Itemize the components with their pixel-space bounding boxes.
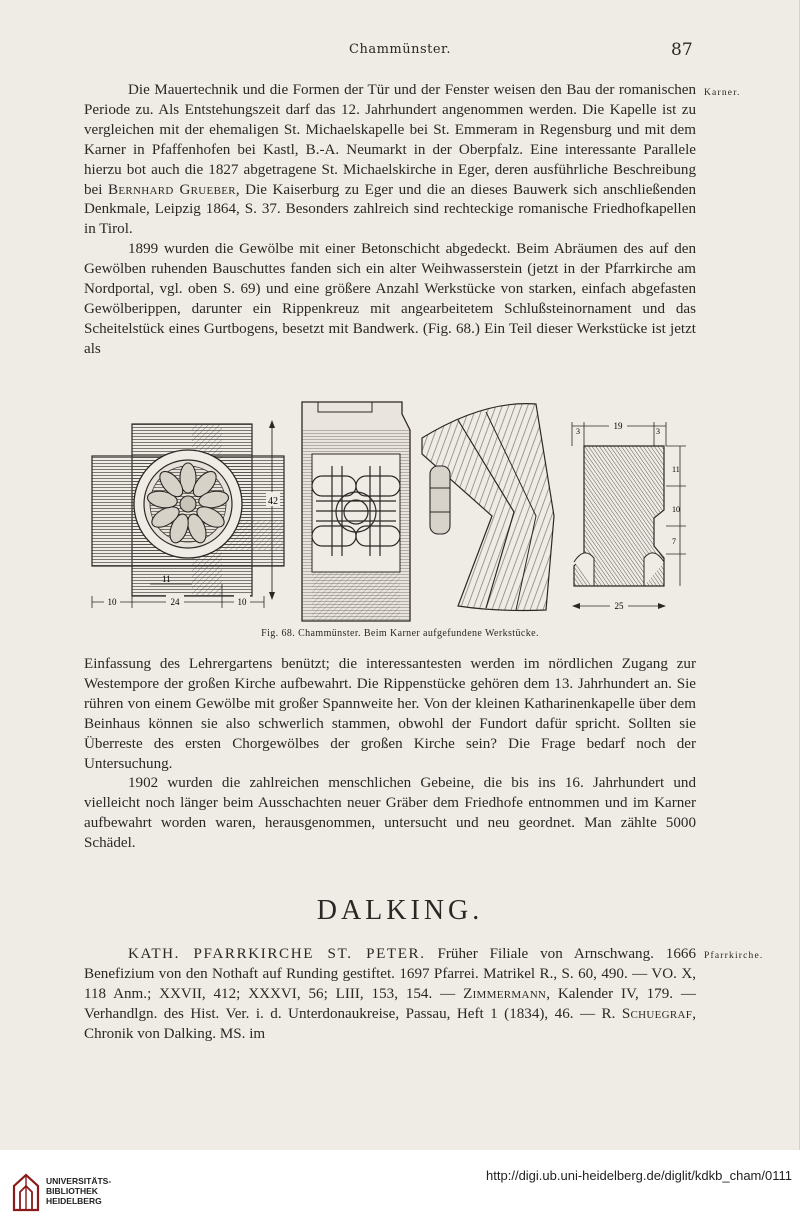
church-heading: KATH. PFARRKIRCHE ST. PETER. xyxy=(128,946,426,962)
paragraph-5-text-c: , Chronik von Dalking. MS. im xyxy=(84,1005,696,1042)
margin-note-pfarrkirche: Pfarrkirche. xyxy=(704,951,764,961)
dim-42: 42 xyxy=(268,496,278,507)
paragraph-1 xyxy=(84,81,696,240)
figure-caption: Fig. 68. Chammünster. Beim Karner aufgefundene Werkstücke. xyxy=(261,628,539,639)
running-title: Chammünster. xyxy=(349,42,451,57)
dim-10b: 10 xyxy=(237,597,247,607)
paragraph-5 xyxy=(84,945,696,1045)
dim-24: 24 xyxy=(170,597,180,607)
margin-note-karner: Karner. xyxy=(704,88,741,98)
dim-11b: 11 xyxy=(672,465,680,474)
text-block-top xyxy=(84,81,696,360)
page-number: 87 xyxy=(671,40,693,60)
library-name xyxy=(46,1176,111,1206)
paragraph-5-text-a: Früher Filiale von Arnschwang. 1666 Benefizium von den Nothaft auf Runding gestiftet. 1697 Pfarrei. Matrikel R., S. 60, 490. — VO. X, 118 Anm.; XXVII, 412; XXXVI, 56; LIII, 153, 154. — xyxy=(84,946,696,1002)
library-name-line-3: HEIDELBERG xyxy=(46,1196,102,1206)
author-zimmermann: Zimmermann xyxy=(463,985,547,1002)
figure-68-drawing xyxy=(84,396,696,631)
arch-segment-drawing xyxy=(422,404,554,611)
author-grueber: Bernhard Grueber xyxy=(107,181,236,198)
section-title: DALKING. xyxy=(316,895,484,926)
figure-68 xyxy=(84,396,696,631)
dim-7: 7 xyxy=(672,537,676,546)
paragraph-5-text-b: , Kalender IV, 179. — Verhandlgn. des Hist. Ver. i. d. Unterdonaukreise, Passau, Heft 1 (1834), 46. — R. xyxy=(84,985,696,1022)
paragraph-3: Einfassung des Lehrergartens benützt; die interessantesten werden im nördlichen Zugang zur Westempore der großen Kirche aufbewahrt. Die Rippenstücke gehören dem 13. Jahrhundert an. Sie rühren von einem Gewölbe mit großer Spannweite her. Von der kleinen Katharinenkapelle über dem Beinhaus können sie also schwerlich stammen, obwohl der Fundort dafür spricht. Sollten sie Überreste des ersten Chorgewölbes der großen Kirche sein? Die Frage bedarf noch der Untersuchung. xyxy=(84,656,696,772)
dim-25: 25 xyxy=(614,601,624,611)
interlace-block-drawing xyxy=(302,402,410,621)
university-seal-icon xyxy=(8,1172,44,1212)
paragraph-1-text-a: Die Mauertechnik und die Formen der Tür und der Fenster weisen den Bau der romanischen Periode zu. Als Entstehungszeit darf das 12. Jahrhundert angenommen werden. Die Kapelle ist zu vergleichen mit der ehemaligen St. Michaelskapelle bei St. Emmeram in Regensburg und mit dem Karner in Pfaffenhofen bei Kastl, B.-A. Neumarkt in der Oberpfalz. Eine interessante Parallele hierzu bot auch die 1827 abgetragene St. Michaelskirche in Eger, deren ausführliche Beschreibung bei xyxy=(84,82,696,198)
dim-11a: 11 xyxy=(162,574,171,584)
paragraph-1-text-b: , Die Kaiserburg zu Eger und die an dieses Bauwerk sich anschließenden Denkmale, Leipzig 1864, S. 37. Besonders zahlreich sind rechteckige romanische Friedhofkapellen in Tirol. xyxy=(84,181,696,238)
rib-profile-drawing xyxy=(572,419,686,611)
paragraph-4: 1902 wurden die zahlreichen menschlichen Gebeine, die bis ins 16. Jahrhundert und vielleicht noch länger beim Ausschachten neuer Gräber dem Friedhofe entnommen und im Karner aufbewahrt worden waren, herausgenommen, untersucht und neu geordnet. Man zählte 5000 Schädel. xyxy=(84,775,696,852)
paragraph-2: 1899 wurden die Gewölbe mit einer Betonschicht abgedeckt. Beim Abräumen des auf den Gewölben ruhenden Bauschuttes fanden sich ein alter Weihwasserstein (jetzt in der Pfarrkirche am Nordportal, vgl. oben S. 69) und eine größere Anzahl Werkstücke von starken, einfach abgefasten Gewölberippen, darunter ein Rippenkreuz mit angearbeitetem Schlußsteinornament und das Scheitelstück eines Gurtbogens, besetzt mit Bandwerk. (Fig. 68.) Ein Teil dieser Werkstücke ist jetzt als xyxy=(84,241,696,357)
library-name-line-2: BIBLIOTHEK xyxy=(46,1186,98,1196)
dim-10a: 10 xyxy=(107,597,117,607)
dim-3b: 3 xyxy=(656,427,660,436)
dim-19: 19 xyxy=(613,421,623,431)
library-name-line-1: UNIVERSITÄTS- xyxy=(46,1176,112,1186)
rib-cross-drawing xyxy=(92,420,284,608)
text-block-bottom xyxy=(84,945,696,1045)
dim-3a: 3 xyxy=(576,427,580,436)
text-block-middle xyxy=(84,655,696,854)
author-schuegraf: Schuegraf xyxy=(621,1005,693,1022)
viewer-footer xyxy=(0,1150,800,1220)
source-url-link[interactable]: http://digi.ub.uni-heidelberg.de/diglit/kdkb_cham/0111 xyxy=(486,1168,792,1183)
dim-10c: 10 xyxy=(672,505,680,514)
